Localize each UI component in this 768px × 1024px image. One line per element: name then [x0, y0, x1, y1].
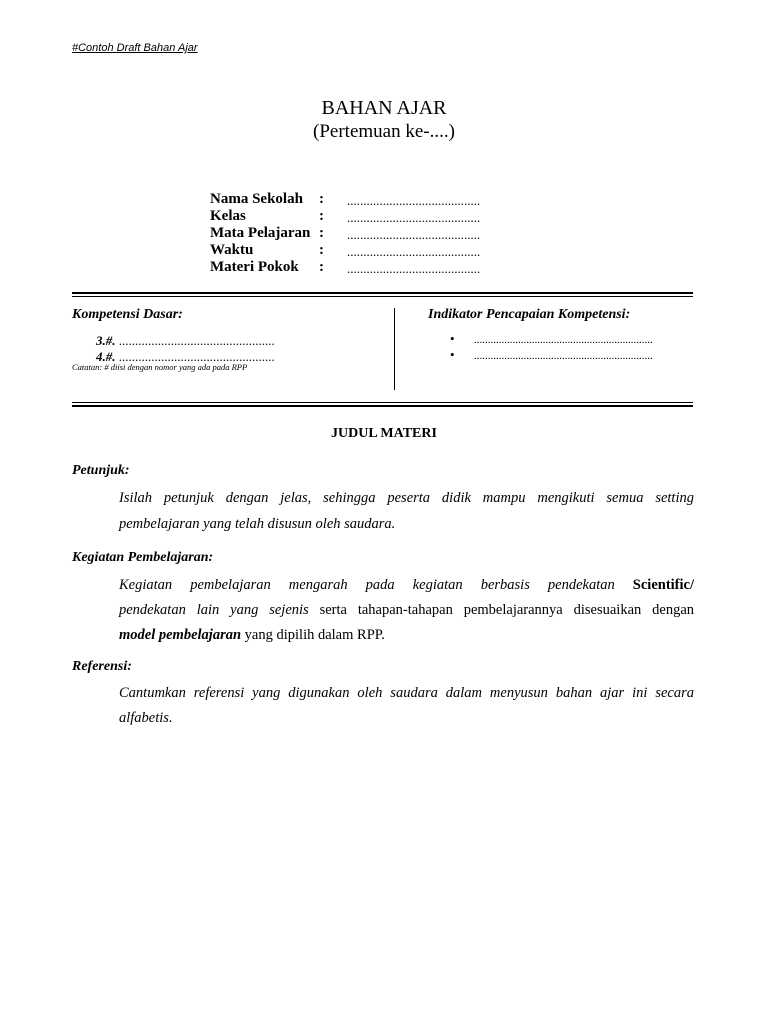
- identity-value-waktu: .........................................: [347, 244, 481, 259]
- identity-value-mata-pelajaran: .........................................: [347, 227, 481, 242]
- document-subtitle: (Pertemuan ke-....): [313, 121, 455, 142]
- divider-rule: [72, 405, 693, 407]
- identity-colon: :: [319, 225, 324, 241]
- divider-rule: [72, 296, 693, 297]
- bullet-icon: •: [450, 347, 455, 362]
- indikator-heading: Indikator Pencapaian Kompetensi:: [428, 307, 631, 322]
- referensi-text-line: alfabetis.: [119, 710, 173, 726]
- divider-rule: [72, 292, 693, 294]
- kegiatan-text-bold: Scientific/: [632, 577, 695, 593]
- identity-colon: :: [319, 208, 324, 224]
- petunjuk-text-line: pembelajaran yang telah disusun oleh saudara.: [119, 516, 396, 532]
- kegiatan-text-bold-italic: model pembelajaran: [119, 627, 242, 643]
- identity-label-mata-pelajaran: Mata Pelajaran: [210, 225, 311, 241]
- indikator-item: .................................................................: [474, 334, 653, 346]
- identity-label-kelas: Kelas: [210, 208, 246, 224]
- identity-value-kelas: .........................................: [347, 210, 481, 225]
- referensi-text-line: Cantumkan referensi yang digunakan oleh saudara dalam menyusun bahan ajar ini secara: [119, 685, 694, 701]
- kegiatan-text: yang dipilih dalam RPP.: [244, 627, 385, 643]
- kd-item-number: 3.#.: [96, 333, 116, 348]
- bullet-icon: •: [450, 331, 455, 346]
- kd-item-dots: ................................................: [118, 333, 275, 348]
- identity-label-materi-pokok: Materi Pokok: [210, 259, 299, 275]
- kegiatan-text-line: [119, 572, 694, 598]
- identity-colon: :: [319, 191, 324, 207]
- kd-note: Catatan: # diisi dengan nomor yang ada pada RPP: [72, 362, 248, 372]
- judul-materi-heading: JUDUL MATERI: [331, 426, 437, 441]
- referensi-heading: Referensi:: [72, 659, 132, 674]
- column-divider: [394, 308, 395, 390]
- petunjuk-text-line: Isilah petunjuk dengan jelas, sehingga peserta didik mampu mengikuti semua setting: [119, 490, 694, 506]
- divider-rule: [72, 402, 693, 403]
- identity-label-waktu: Waktu: [210, 242, 254, 258]
- identity-value-materi-pokok: .........................................: [347, 261, 481, 276]
- identity-value-nama-sekolah: .........................................: [347, 193, 481, 208]
- kegiatan-text-line: [119, 622, 694, 648]
- document-title: BAHAN AJAR: [321, 97, 447, 119]
- kegiatan-text-italic: Kegiatan pembelajaran mengarah pada kegiatan berbasis pendekatan: [119, 577, 615, 593]
- kegiatan-text-italic: pendekatan lain yang sejenis: [119, 602, 309, 618]
- kompetensi-dasar-heading: Kompetensi Dasar:: [72, 307, 183, 322]
- kd-item-number: 4.#.: [96, 349, 116, 364]
- kegiatan-text-line: [119, 597, 694, 623]
- identity-label-nama-sekolah: Nama Sekolah: [210, 191, 303, 207]
- kd-item-dots: ................................................: [118, 349, 275, 364]
- petunjuk-heading: Petunjuk:: [72, 463, 130, 478]
- kegiatan-text: serta tahapan-tahapan pembelajarannya disesuaikan dengan: [319, 602, 695, 618]
- indikator-item: .................................................................: [474, 350, 653, 362]
- identity-colon: :: [319, 242, 324, 258]
- header-note: #Contoh Draft Bahan Ajar: [72, 42, 198, 54]
- kegiatan-heading: Kegiatan Pembelajaran:: [72, 550, 214, 565]
- identity-colon: :: [319, 259, 324, 275]
- kd-item-3: [96, 333, 275, 349]
